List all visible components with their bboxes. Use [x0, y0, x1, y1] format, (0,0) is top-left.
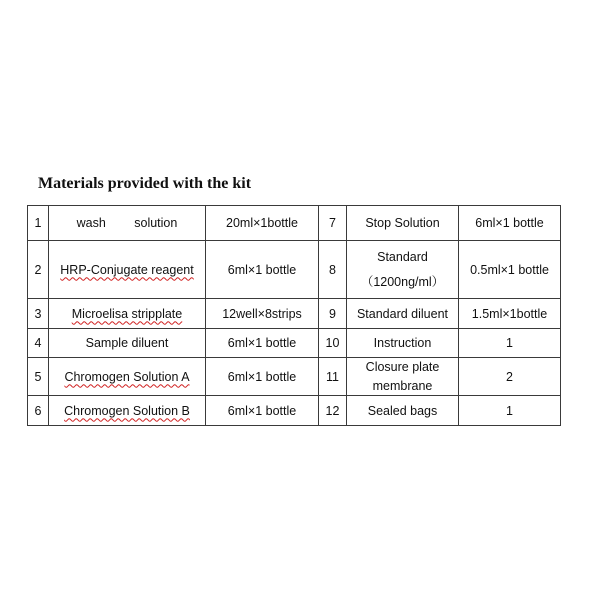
item-name-line1: Closure plate	[365, 360, 440, 374]
table-row	[28, 329, 561, 358]
item-number: 4	[28, 329, 49, 358]
item-name-line2: （1200ng/ml）	[360, 275, 445, 289]
item-name-line2: membrane	[372, 379, 433, 393]
item-quantity: 20ml×1bottle	[206, 206, 319, 241]
item-number: 5	[28, 358, 49, 396]
item-quantity: 6ml×1 bottle	[206, 241, 319, 299]
item-quantity: 12well×8strips	[206, 299, 319, 329]
item-number: 6	[28, 396, 49, 426]
item-quantity: 1.5ml×1bottle	[459, 299, 561, 329]
item-number: 3	[28, 299, 49, 329]
item-name-text: Chromogen Solution B	[64, 403, 190, 418]
item-name-text: Chromogen Solution A	[64, 369, 190, 384]
table-title: Materials provided with the kit	[38, 175, 252, 192]
item-quantity: 6ml×1 bottle	[206, 358, 319, 396]
item-number: 2	[28, 241, 49, 299]
item-quantity: 0.5ml×1 bottle	[459, 241, 561, 299]
item-name	[347, 358, 459, 396]
item-name: Sample diluent	[49, 329, 206, 358]
item-quantity: 6ml×1 bottle	[459, 206, 561, 241]
item-name: Sealed bags	[347, 396, 459, 426]
item-name: Stop Solution	[347, 206, 459, 241]
item-name	[49, 358, 206, 396]
table-row	[28, 299, 561, 329]
item-number: 10	[319, 329, 347, 358]
item-quantity: 2	[459, 358, 561, 396]
item-number: 11	[319, 358, 347, 396]
item-quantity: 6ml×1 bottle	[206, 329, 319, 358]
item-quantity: 1	[459, 396, 561, 426]
table-row	[28, 241, 561, 299]
item-name: Standard diluent	[347, 299, 459, 329]
item-number: 12	[319, 396, 347, 426]
item-name-text: HRP-Conjugate reagent	[60, 262, 194, 277]
item-name	[49, 206, 206, 241]
item-name	[347, 241, 459, 299]
item-number: 8	[319, 241, 347, 299]
item-quantity: 6ml×1 bottle	[206, 396, 319, 426]
item-name	[49, 396, 206, 426]
table-row	[28, 206, 561, 241]
item-number: 9	[319, 299, 347, 329]
table-row	[28, 358, 561, 396]
item-quantity: 1	[459, 329, 561, 358]
item-name-text: wash solution	[76, 216, 178, 230]
item-name	[49, 299, 206, 329]
item-name	[49, 241, 206, 299]
item-name: Instruction	[347, 329, 459, 358]
item-number: 7	[319, 206, 347, 241]
materials-table	[27, 205, 561, 426]
item-name-text: Microelisa stripplate	[71, 306, 183, 321]
table-row	[28, 396, 561, 426]
item-number: 1	[28, 206, 49, 241]
item-name-line1: Standard	[377, 250, 428, 264]
